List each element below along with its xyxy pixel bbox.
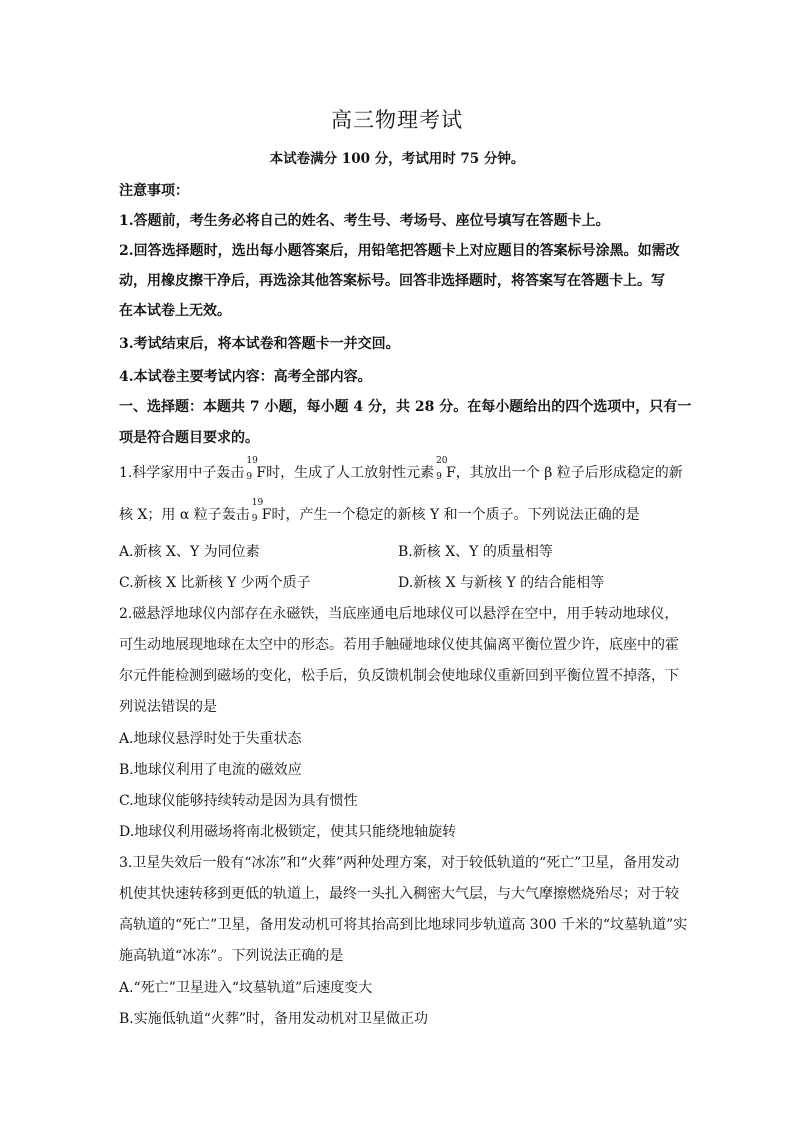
q1-text-4: 核 X；用 α 粒子轰击 xyxy=(119,507,250,523)
q1-text-3: ，其放出一个 β 粒子后形成稳定的新 xyxy=(455,465,683,481)
notes-heading: 注意事项： xyxy=(119,183,189,199)
question-3-line-4: 施高轨道“冰冻”。下列说法正确的是 xyxy=(119,948,344,964)
q3-option-a: A.“死亡”卫星进入“坟墓轨道”后速度变大 xyxy=(119,980,373,996)
question-2-line-4: 列说法错误的是 xyxy=(119,699,217,715)
nuclide-f19-b: 19 9 F xyxy=(251,498,272,524)
exam-subtitle: 本试卷满分 100 分，考试用时 75 分钟。 xyxy=(269,151,525,167)
exam-title: 高三物理考试 xyxy=(331,108,463,132)
question-1-line-1 xyxy=(119,456,683,482)
question-3-line-2: 机使其快速转移到更低的轨道上，最终一头扎入稠密大气层，与大气摩擦燃烧殆尽；对于较 xyxy=(119,886,679,902)
q1-option-d: D.新核 X 与新核 Y 的结合能相等 xyxy=(398,575,605,591)
note-4: 4.本试卷主要考试内容：高考全部内容。 xyxy=(119,369,372,385)
q1-option-a: A.新核 X、Y 为同位素 xyxy=(119,544,260,560)
note-3: 3.考试结束后，将本试卷和答题卡一并交回。 xyxy=(119,336,400,352)
q1-option-c: C.新核 X 比新核 Y 少两个质子 xyxy=(119,575,311,591)
note-2-line-3: 在本试卷上无效。 xyxy=(119,303,231,319)
q1-text-1: 1.科学家用中子轰击 xyxy=(119,465,245,481)
q1-text-2: 时，生成了人工放射性元素 xyxy=(266,465,435,481)
section-1-line-1: 一、选择题：本题共 7 小题，每小题 4 分，共 28 分。在每小题给出的四个选项中，只有一 xyxy=(119,399,692,415)
section-1-line-2: 项是符合题目要求的。 xyxy=(119,430,259,446)
note-1: 1.答题前，考生务必将自己的姓名、考生号、考场号、座位号填写在答题卡上。 xyxy=(119,213,610,229)
question-2-line-1: 2.磁悬浮地球仪内部存在永磁铁，当底座通电后地球仪可以悬浮在空中，用手转动地球仪， xyxy=(119,606,679,622)
q2-option-c: C.地球仪能够持续转动是因为具有惯性 xyxy=(119,793,358,809)
nuclide-f20: 20 9 F xyxy=(436,456,456,482)
q2-option-a: A.地球仪悬浮时处于失重状态 xyxy=(119,731,302,747)
question-2-line-3: 尔元件能检测到磁场的变化，松手后，负反馈机制会使地球仪重新回到平衡位置不掉落，下 xyxy=(119,668,679,684)
q2-option-b: B.地球仪利用了电流的磁效应 xyxy=(119,762,302,778)
question-1-line-2 xyxy=(119,498,640,524)
q2-option-d: D.地球仪利用磁场将南北极锁定，使其只能绕地轴旋转 xyxy=(119,824,457,840)
question-3-line-3: 高轨道的“死亡”卫星，备用发动机可将其抬高到比地球同步轨道高 300 千米的“坟墓轨道”实 xyxy=(119,917,688,933)
question-3-line-1: 3.卫星失效后一般有“冰冻”和“火葬”两种处理方案，对于较低轨道的“死亡”卫星，备用发动 xyxy=(119,855,680,871)
note-2-line-2: 动，用橡皮擦干净后，再选涂其他答案标号。回答非选择题时，将答案写在答题卡上。写 xyxy=(119,273,665,289)
q3-option-b: B.实施低轨道“火葬”时，备用发动机对卫星做正功 xyxy=(119,1011,429,1027)
question-2-line-2: 可生动地展现地球在太空中的形态。若用手触碰地球仪使其偏离平衡位置少许，底座中的霍 xyxy=(119,637,679,653)
q1-text-5: 时，产生一个稳定的新核 Y 和一个质子。下列说法正确的是 xyxy=(271,507,640,523)
note-2-line-1: 2.回答选择题时，选出每小题答案后，用铅笔把答题卡上对应题目的答案标号涂黑。如需改 xyxy=(119,243,680,259)
nuclide-f19: 19 9 F xyxy=(246,456,267,482)
q1-option-b: B.新核 X、Y 的质量相等 xyxy=(398,544,553,560)
